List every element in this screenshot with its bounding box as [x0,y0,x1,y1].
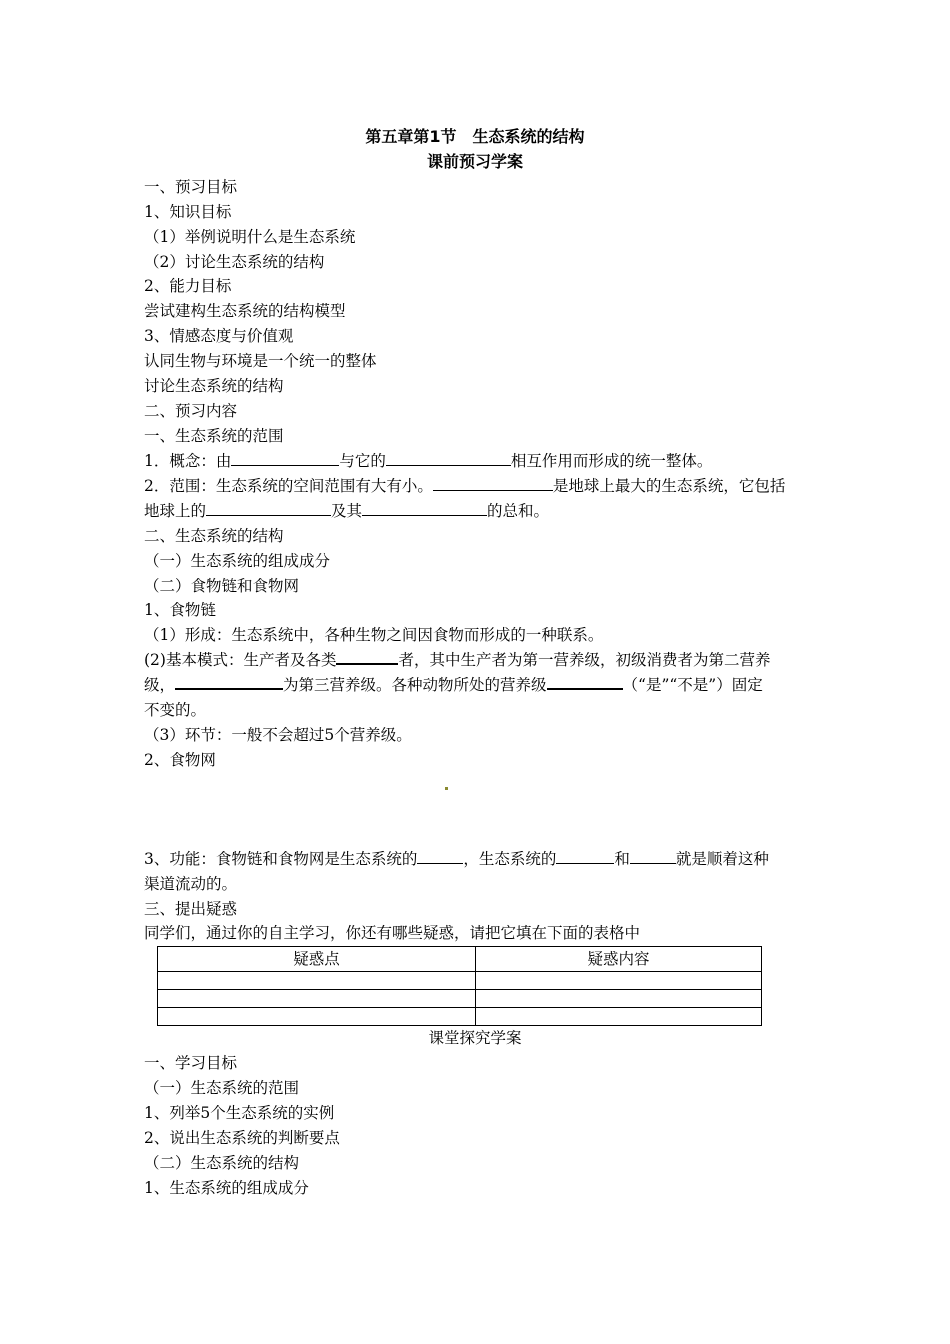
chain-mode-line-3: 不变的。 [144,701,207,719]
classroom-goals-heading: 一、学习目标 [144,1054,238,1072]
preview-goals-heading: 一、预习目标 [144,178,238,196]
chain-mode-text-d: 为第三营养级。各种动物所处的营养级 [283,676,547,694]
chain-links: （3）环节：一般不会超过5个营养级。 [144,726,412,744]
knowledge-item-1: （1）举例说明什么是生态系统 [144,228,356,246]
ability-text: 尝试建构生态系统的结构模型 [144,302,346,320]
scope-heading: 一、生态系统的范围 [144,427,284,445]
table-cell[interactable] [476,972,762,990]
doubt-col-content: 疑惑内容 [476,947,762,972]
range-blank-1[interactable] [433,475,553,491]
concept-text-b: 与它的 [339,452,386,470]
concept-text-c: 相互作用而形成的统一整体。 [510,452,713,470]
doubt-instruction: 同学们，通过你的自主学习，你还有哪些疑惑，请把它填在下面的表格中 [144,924,641,942]
range-text-b: 是地球上最大的生态系统，它包括 [552,477,786,495]
structure-heading: 二、生态系统的结构 [144,527,284,545]
table-cell[interactable] [158,972,476,990]
concept-blank-2[interactable] [386,450,511,466]
func-text-c: 和 [614,850,630,868]
table-cell[interactable] [158,990,476,1008]
chain-form: （1）形成：生态系统中，各种生物之间因食物而形成的一种联系。 [144,626,604,644]
function-line-2: 渠道流动的。 [144,875,238,893]
classroom-scope-heading: （一）生态系统的范围 [144,1079,300,1097]
document-title: 第五章第1节 生态系统的结构 [365,127,585,146]
table-cell[interactable] [158,1008,476,1026]
web-heading: 2、食物网 [144,751,216,769]
concept-line [144,449,712,473]
func-blank-1[interactable] [417,848,463,864]
chain-blank-1[interactable] [336,648,398,665]
chain-blank-2[interactable] [175,673,283,690]
chain-mode-line-1 [144,648,770,672]
chain-heading: 1、食物链 [144,601,216,619]
range-line-1 [144,474,785,498]
chain-blank-3[interactable] [547,673,623,690]
classroom-item-2: 2、说出生态系统的判断要点 [144,1129,340,1147]
concept-blank-1[interactable] [231,450,339,466]
range-blank-2[interactable] [206,500,331,516]
classroom-item-3: 1、生态系统的组成成分 [144,1179,309,1197]
doubt-table-header [158,947,762,972]
range-blank-3[interactable] [362,500,487,516]
range-text-a: 2．范围：生态系统的空间范围有大有小。 [144,477,433,495]
range-text-e: 的总和。 [487,502,550,520]
classroom-item-1: 1、列举5个生态系统的实例 [144,1104,335,1122]
chain-mode-text-c: 级， [144,676,176,694]
func-text-b: ，生态系统的 [463,850,557,868]
knowledge-heading: 1、知识目标 [144,203,232,221]
content-heading: 二、预习内容 [144,402,238,420]
table-row [158,990,762,1008]
table-cell[interactable] [476,1008,762,1026]
document-subtitle: 课前预习学案 [426,152,523,171]
func-blank-2[interactable] [556,848,614,864]
concept-text-a: 1．概念：由 [144,452,232,470]
emotion-heading: 3、情感态度与价值观 [144,327,294,345]
knowledge-item-2: （2）讨论生态系统的结构 [144,253,325,271]
function-line-1 [144,847,769,871]
range-text-c: 地球上的 [144,502,207,520]
components-heading: （一）生态系统的组成成分 [144,552,331,570]
range-line-2 [144,499,549,523]
func-text-d: 就是顺着这种 [675,850,769,868]
chain-mode-text-b: 者，其中生产者为第一营养级，初级消费者为第二营养 [398,651,771,669]
emotion-text: 认同生物与环境是一个统一的整体 [144,352,377,370]
table-row [158,1008,762,1026]
chain-mode-text-a: (2)基本模式：生产者及各类 [144,651,337,669]
func-text-a: 3、功能：食物链和食物网是生态系统的 [144,850,418,868]
chain-mode-text-e: （“是”“不是”）固定 [622,676,763,694]
doubt-heading: 三、提出疑惑 [144,900,238,918]
table-row [158,972,762,990]
focus-text: 讨论生态系统的结构 [144,377,284,395]
table-cell[interactable] [476,990,762,1008]
func-blank-3[interactable] [630,848,676,864]
range-text-d: 及其 [331,502,363,520]
classroom-title: 课堂探究学案 [428,1029,522,1047]
stray-dot [445,787,448,790]
foodweb-heading: （二）食物链和食物网 [144,577,300,595]
classroom-structure-heading: （二）生态系统的结构 [144,1154,300,1172]
doubt-col-point: 疑惑点 [158,947,476,972]
chain-mode-line-2 [144,673,763,697]
ability-heading: 2、能力目标 [144,277,232,295]
doubt-table [157,946,762,1026]
